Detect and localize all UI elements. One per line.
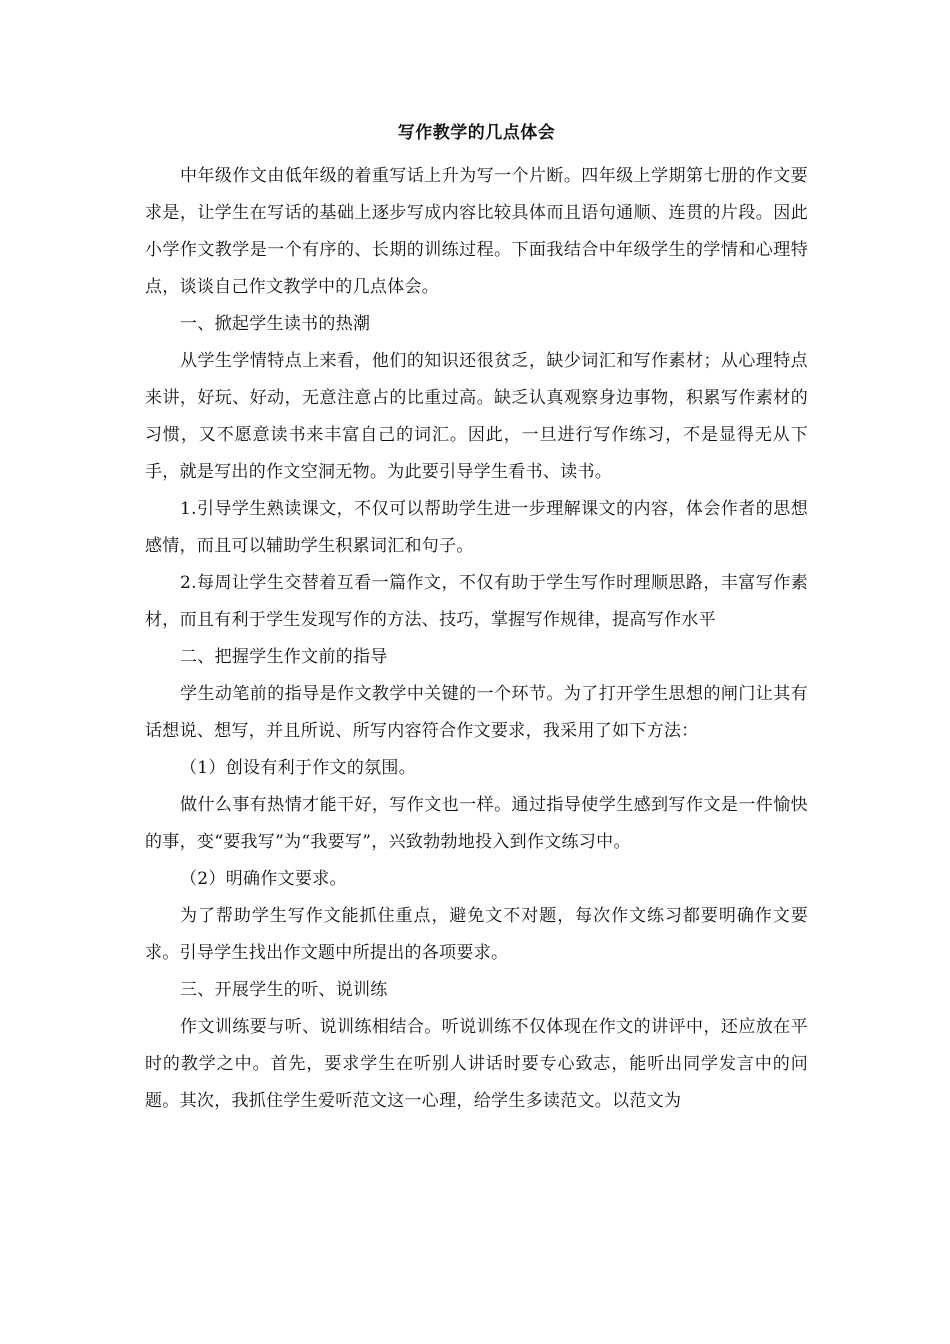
section-heading-2: 二、把握学生作文前的指导 (180, 647, 388, 667)
list-item-1: 1.引导学生熟读课文，不仅可以帮助学生进一步理解课文的内容，体会作者的思想感情，而且可以辅助学生积累词汇和句子。 (145, 499, 808, 556)
paragraph-pre-writing-guidance: 学生动笔前的指导是作文教学中关键的一个环节。为了打开学生思想的闸门让其有话想说、想写，并且所说、所写内容符合作文要求，我采用了如下方法： (145, 684, 808, 741)
paragraph-atmosphere: 做什么事有热情才能干好，写作文也一样。通过指导使学生感到写作文是一件愉快的事，变“要我写”为“我要写”，兴致勃勃地投入到作文练习中。 (145, 795, 808, 852)
paragraph-intro: 中年级作文由低年级的着重写话上升为写一个片断。四年级上学期第七册的作文要求是，让学生在写话的基础上逐步写成内容比较具体而且语句通顺、连贯的片段。因此小学作文教学是一个有序的、长期的训练过程。下面我结合中年级学生的学情和心理特点，谈谈自己作文教学中的几点体会。 (145, 166, 808, 297)
document-page (145, 120, 808, 1120)
section-heading-1: 一、掀起学生读书的热潮 (180, 314, 371, 334)
list-item-2: 2.每周让学生交替着互看一篇作文，不仅有助于学生写作时理顺思路，丰富写作素材，而且有利于学生发现写作的方法、技巧，掌握写作规律，提高写作水平 (145, 573, 808, 630)
paragraph-reading-situation: 从学生学情特点上来看，他们的知识还很贫乏，缺少词汇和写作素材；从心理特点来讲，好玩、好动，无意注意占的比重过高。缺乏认真观察身边事物，积累写作素材的习惯，又不愿意读书来丰富自己的词汇。因此，一旦进行写作练习，不是显得无从下手，就是写出的作文空洞无物。为此要引导学生看书、读书。 (145, 351, 808, 482)
paragraph-listening-speaking: 作文训练要与听、说训练相结合。听说训练不仅体现在作文的讲评中，还应放在平时的教学之中。首先，要求学生在听别人讲话时要专心致志，能听出同学发言中的问题。其次，我抓住学生爱听范文这一心理，给学生多读范文。以范文为 (145, 1017, 808, 1111)
sub-heading-1: （1）创设有利于作文的氛围。 (180, 758, 417, 778)
paragraph-requirements: 为了帮助学生写作文能抓住重点，避免文不对题，每次作文练习都要明确作文要求。引导学生找出作文题中所提出的各项要求。 (145, 906, 808, 963)
document-title: 写作教学的几点体会 (397, 123, 556, 143)
section-heading-3: 三、开展学生的听、说训练 (180, 980, 388, 1000)
sub-heading-2: （2）明确作文要求。 (180, 869, 347, 889)
